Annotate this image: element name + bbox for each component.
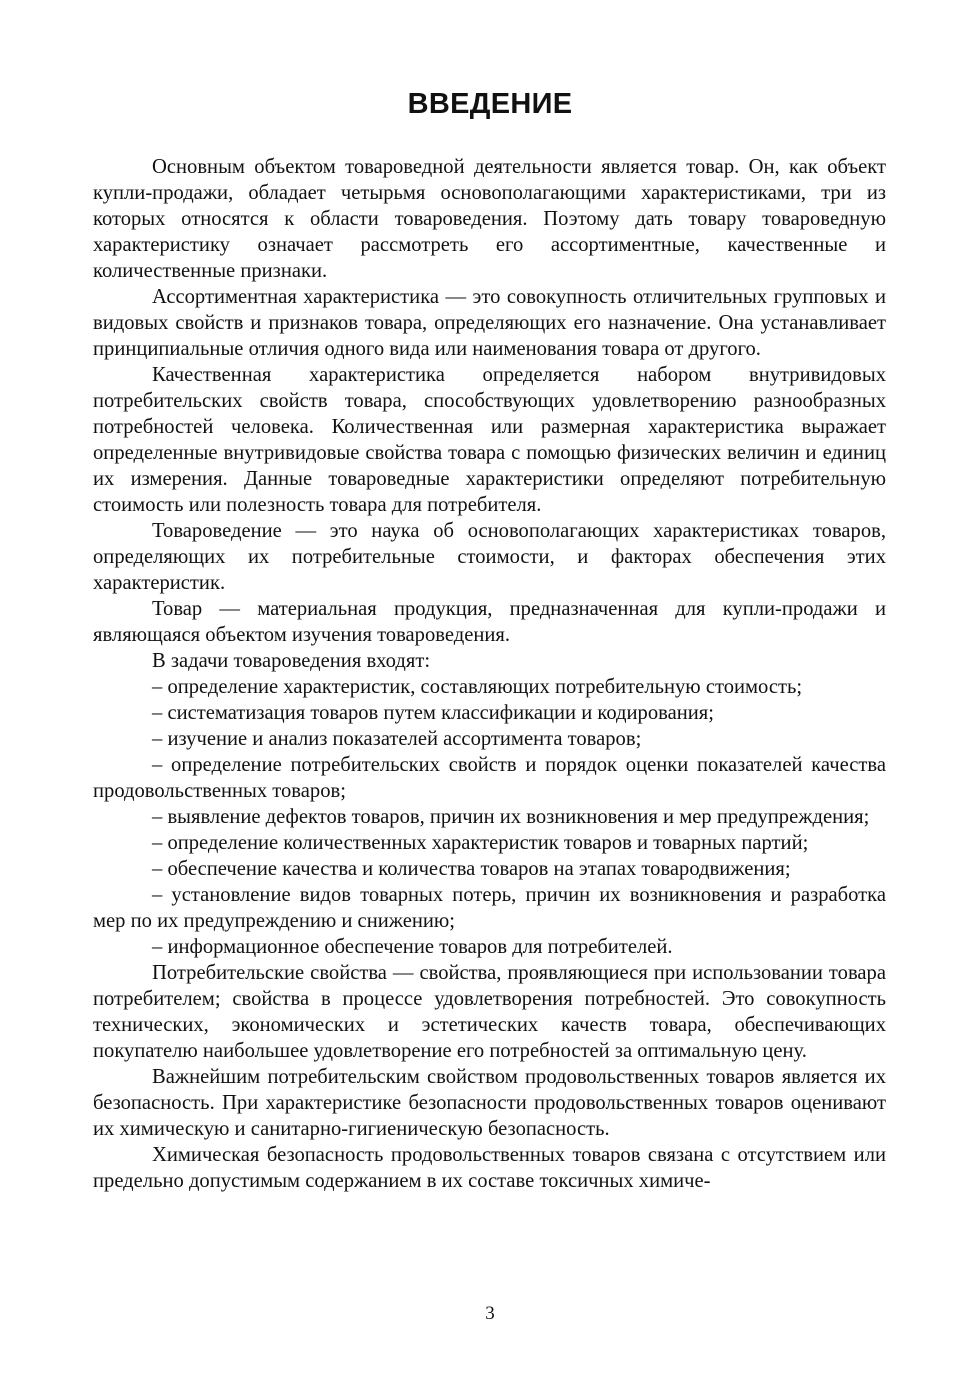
- list-item: – выявление дефектов товаров, причин их возникновения и мер предупреждения;: [152, 806, 870, 828]
- paragraph-quality: Качественная характеристика определяется набором внутривидовых потребительских свойств товара, способствующих удовлетворению разнообразных потребностей человека. Количественная или размерная характеристика выражает определенные внутривидовые свойства товара с помощью физических величин и единиц их измерения. Данные товароведные характеристики определяют потребительную стоимость или полезность товара для потребителя.: [93, 364, 886, 516]
- paragraph-chemical-safety: Химическая безопасность продовольственных товаров связана с отсутствием или предельно допустимым содержанием в их составе токсичных химиче-: [93, 1144, 886, 1192]
- list-item: – установление видов товарных потерь, причин их возникновения и разработка мер по их предупреждению и снижению;: [93, 884, 886, 932]
- paragraph-consumer-properties: Потребительские свойства — свойства, проявляющиеся при использовании товара потребителем; свойства в процессе удовлетворения потребностей. Это совокупность технических, экономических и эстетических качеств товара, обеспечивающих покупателю наибольшее удовлетворение его потребностей за оптимальную цену.: [93, 962, 886, 1062]
- list-item: – систематизация товаров путем классификации и кодирования;: [152, 702, 714, 724]
- body-text: [93, 154, 886, 1194]
- list-item: – определение потребительских свойств и порядок оценки показателей качества продовольственных товаров;: [93, 754, 886, 802]
- list-item: – определение количественных характеристик товаров и товарных партий;: [152, 832, 809, 854]
- paragraph-assortment: Ассортиментная характеристика — это совокупность отличительных групповых и видовых свойств и признаков товара, определяющих его назначение. Она устанавливает принципиальные отличия одного вида или наименования товара от другого.: [93, 286, 886, 360]
- list-item: – изучение и анализ показателей ассортимента товаров;: [152, 728, 642, 750]
- paragraph-safety: Важнейшим потребительским свойством продовольственных товаров является их безопасность. При характеристике безопасности продовольственных товаров оценивают их химическую и санитарно-гигиеническую безопасность.: [93, 1066, 886, 1140]
- paragraph-definition-merchandising: Товароведение — это наука об основополагающих характеристиках товаров, определяющих их потребительные стоимости, и факторах обеспечения этих характеристик.: [93, 520, 886, 594]
- paragraph-definition-goods: Товар — материальная продукция, предназначенная для купли-продажи и являющаяся объектом изучения товароведения.: [93, 598, 886, 646]
- list-item: – обеспечение качества и количества товаров на этапах товародвижения;: [152, 858, 791, 880]
- paragraph-intro: Основным объектом товароведной деятельности является товар. Он, как объект купли-продажи, обладает четырьмя основополагающими характеристиками, три из которых относятся к области товароведения. Поэтому дать товару товароведную характеристику означает рассмотреть его ассортиментные, качественные и количественные признаки.: [93, 156, 886, 282]
- page-number: 3: [485, 1303, 495, 1324]
- page-title: ВВЕДЕНИЕ: [407, 88, 573, 120]
- list-item: – определение характеристик, составляющих потребительную стоимость;: [152, 676, 803, 698]
- list-item: – информационное обеспечение товаров для потребителей.: [152, 936, 673, 958]
- paragraph-tasks-heading: В задачи товароведения входят:: [152, 650, 431, 672]
